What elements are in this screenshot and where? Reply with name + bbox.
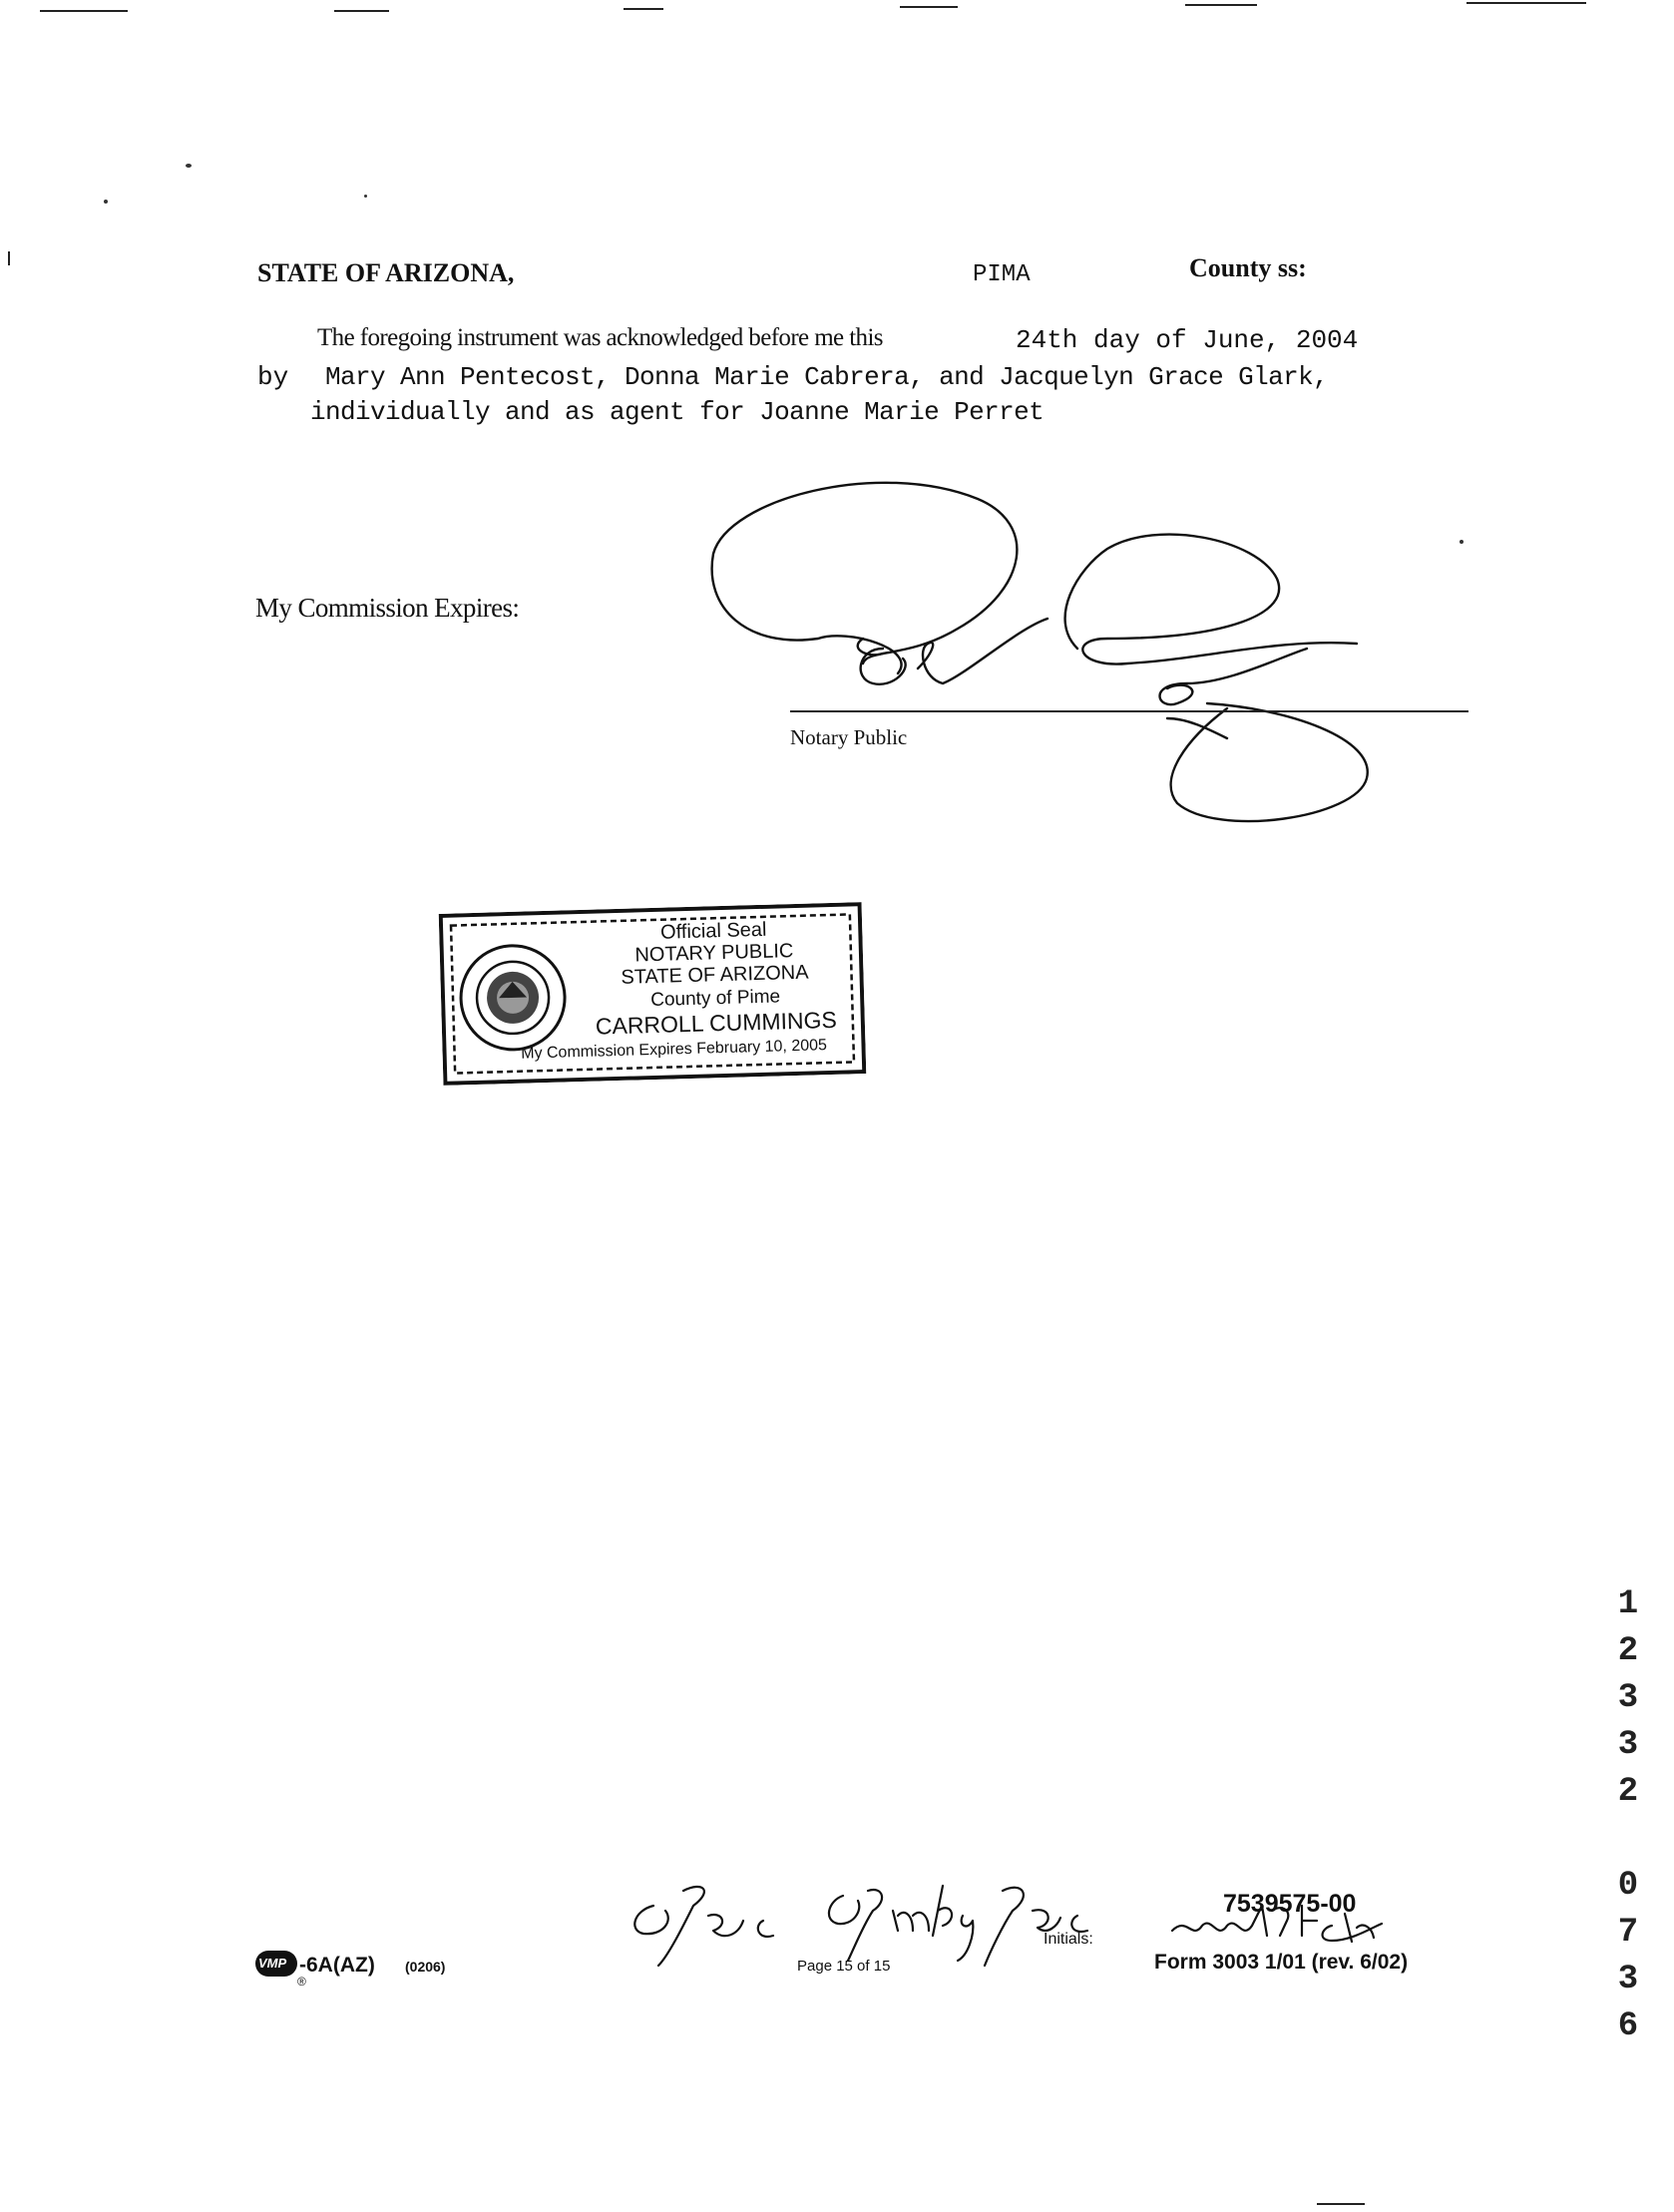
vmp-logo-icon — [255, 1951, 297, 1977]
signature-line — [790, 710, 1468, 712]
scan-artifact-line — [8, 251, 10, 265]
form-code: -6A(AZ) — [299, 1954, 375, 1977]
notary-seal-stamp — [439, 902, 867, 1086]
form-info: Form 3003 1/01 (rev. 6/02) — [1154, 1951, 1409, 1974]
registered-mark-icon: ® — [297, 1975, 306, 1989]
vmp-logo-text: VMP — [258, 1956, 287, 1971]
seal-line-county: County of Pime — [649, 986, 781, 1012]
seal-line-name: CARROLL CUMMINGS — [595, 1006, 838, 1040]
margin-digit: 1 — [1617, 1585, 1639, 1623]
scan-artifact-line — [1466, 2, 1586, 4]
margin-digit: 3 — [1617, 1961, 1639, 1998]
margin-digit: 2 — [1617, 1632, 1639, 1670]
margin-digit: 3 — [1617, 1679, 1639, 1717]
seal-line-state: STATE OF ARIZONA — [621, 961, 809, 989]
acknowledged-names-continued: individually and as agent for Joanne Marie Perret — [310, 397, 1045, 427]
seal-text-block — [521, 916, 862, 1074]
scan-artifact-line — [1185, 4, 1257, 6]
seal-line-official: Official Seal — [659, 918, 767, 944]
state-label: STATE OF ARIZONA, — [257, 258, 515, 287]
margin-digit: 7 — [1617, 1914, 1639, 1952]
initials-label: Initials: — [1044, 1931, 1093, 1948]
acknowledgment-intro: The foregoing instrument was acknowledged before me this — [317, 324, 883, 351]
notary-public-label: Notary Public — [790, 725, 908, 749]
margin-recording-number — [1610, 1581, 1646, 2050]
seal-line-notary-public: NOTARY PUBLIC — [634, 940, 794, 967]
margin-digit — [1610, 1816, 1646, 1863]
commission-expires-label: My Commission Expires: — [255, 593, 520, 623]
scan-artifact-line — [624, 8, 663, 10]
scan-artifact-line — [334, 10, 389, 12]
acknowledgment-date: 24th day of June, 2004 — [1016, 325, 1359, 355]
page-number: Page 15 of 15 — [797, 1958, 891, 1975]
scan-speck — [104, 200, 108, 204]
margin-digit: 2 — [1617, 1773, 1639, 1811]
by-label: by — [257, 362, 289, 392]
acknowledged-names: Mary Ann Pentecost, Donna Marie Cabrera, and Jacquelyn Grace Glark, — [325, 362, 1329, 392]
scan-speck — [364, 195, 367, 198]
margin-digit: 3 — [1617, 1726, 1639, 1764]
form-code-date: (0206) — [405, 1959, 446, 1975]
county-label: County ss: — [1189, 253, 1307, 282]
scan-artifact-line — [1317, 2203, 1365, 2205]
margin-digit: 0 — [1617, 1867, 1639, 1905]
scan-artifact-line — [900, 6, 958, 8]
seal-line-expiration: My Commission Expires February 10, 2005 — [521, 1037, 828, 1063]
notary-signature — [688, 479, 1476, 838]
county-name: PIMA — [973, 261, 1031, 288]
scan-speck — [186, 164, 192, 168]
scan-artifact-line — [40, 10, 128, 12]
loan-number: 7539575-00 — [1223, 1890, 1357, 1918]
margin-digit: 6 — [1617, 2007, 1639, 2045]
